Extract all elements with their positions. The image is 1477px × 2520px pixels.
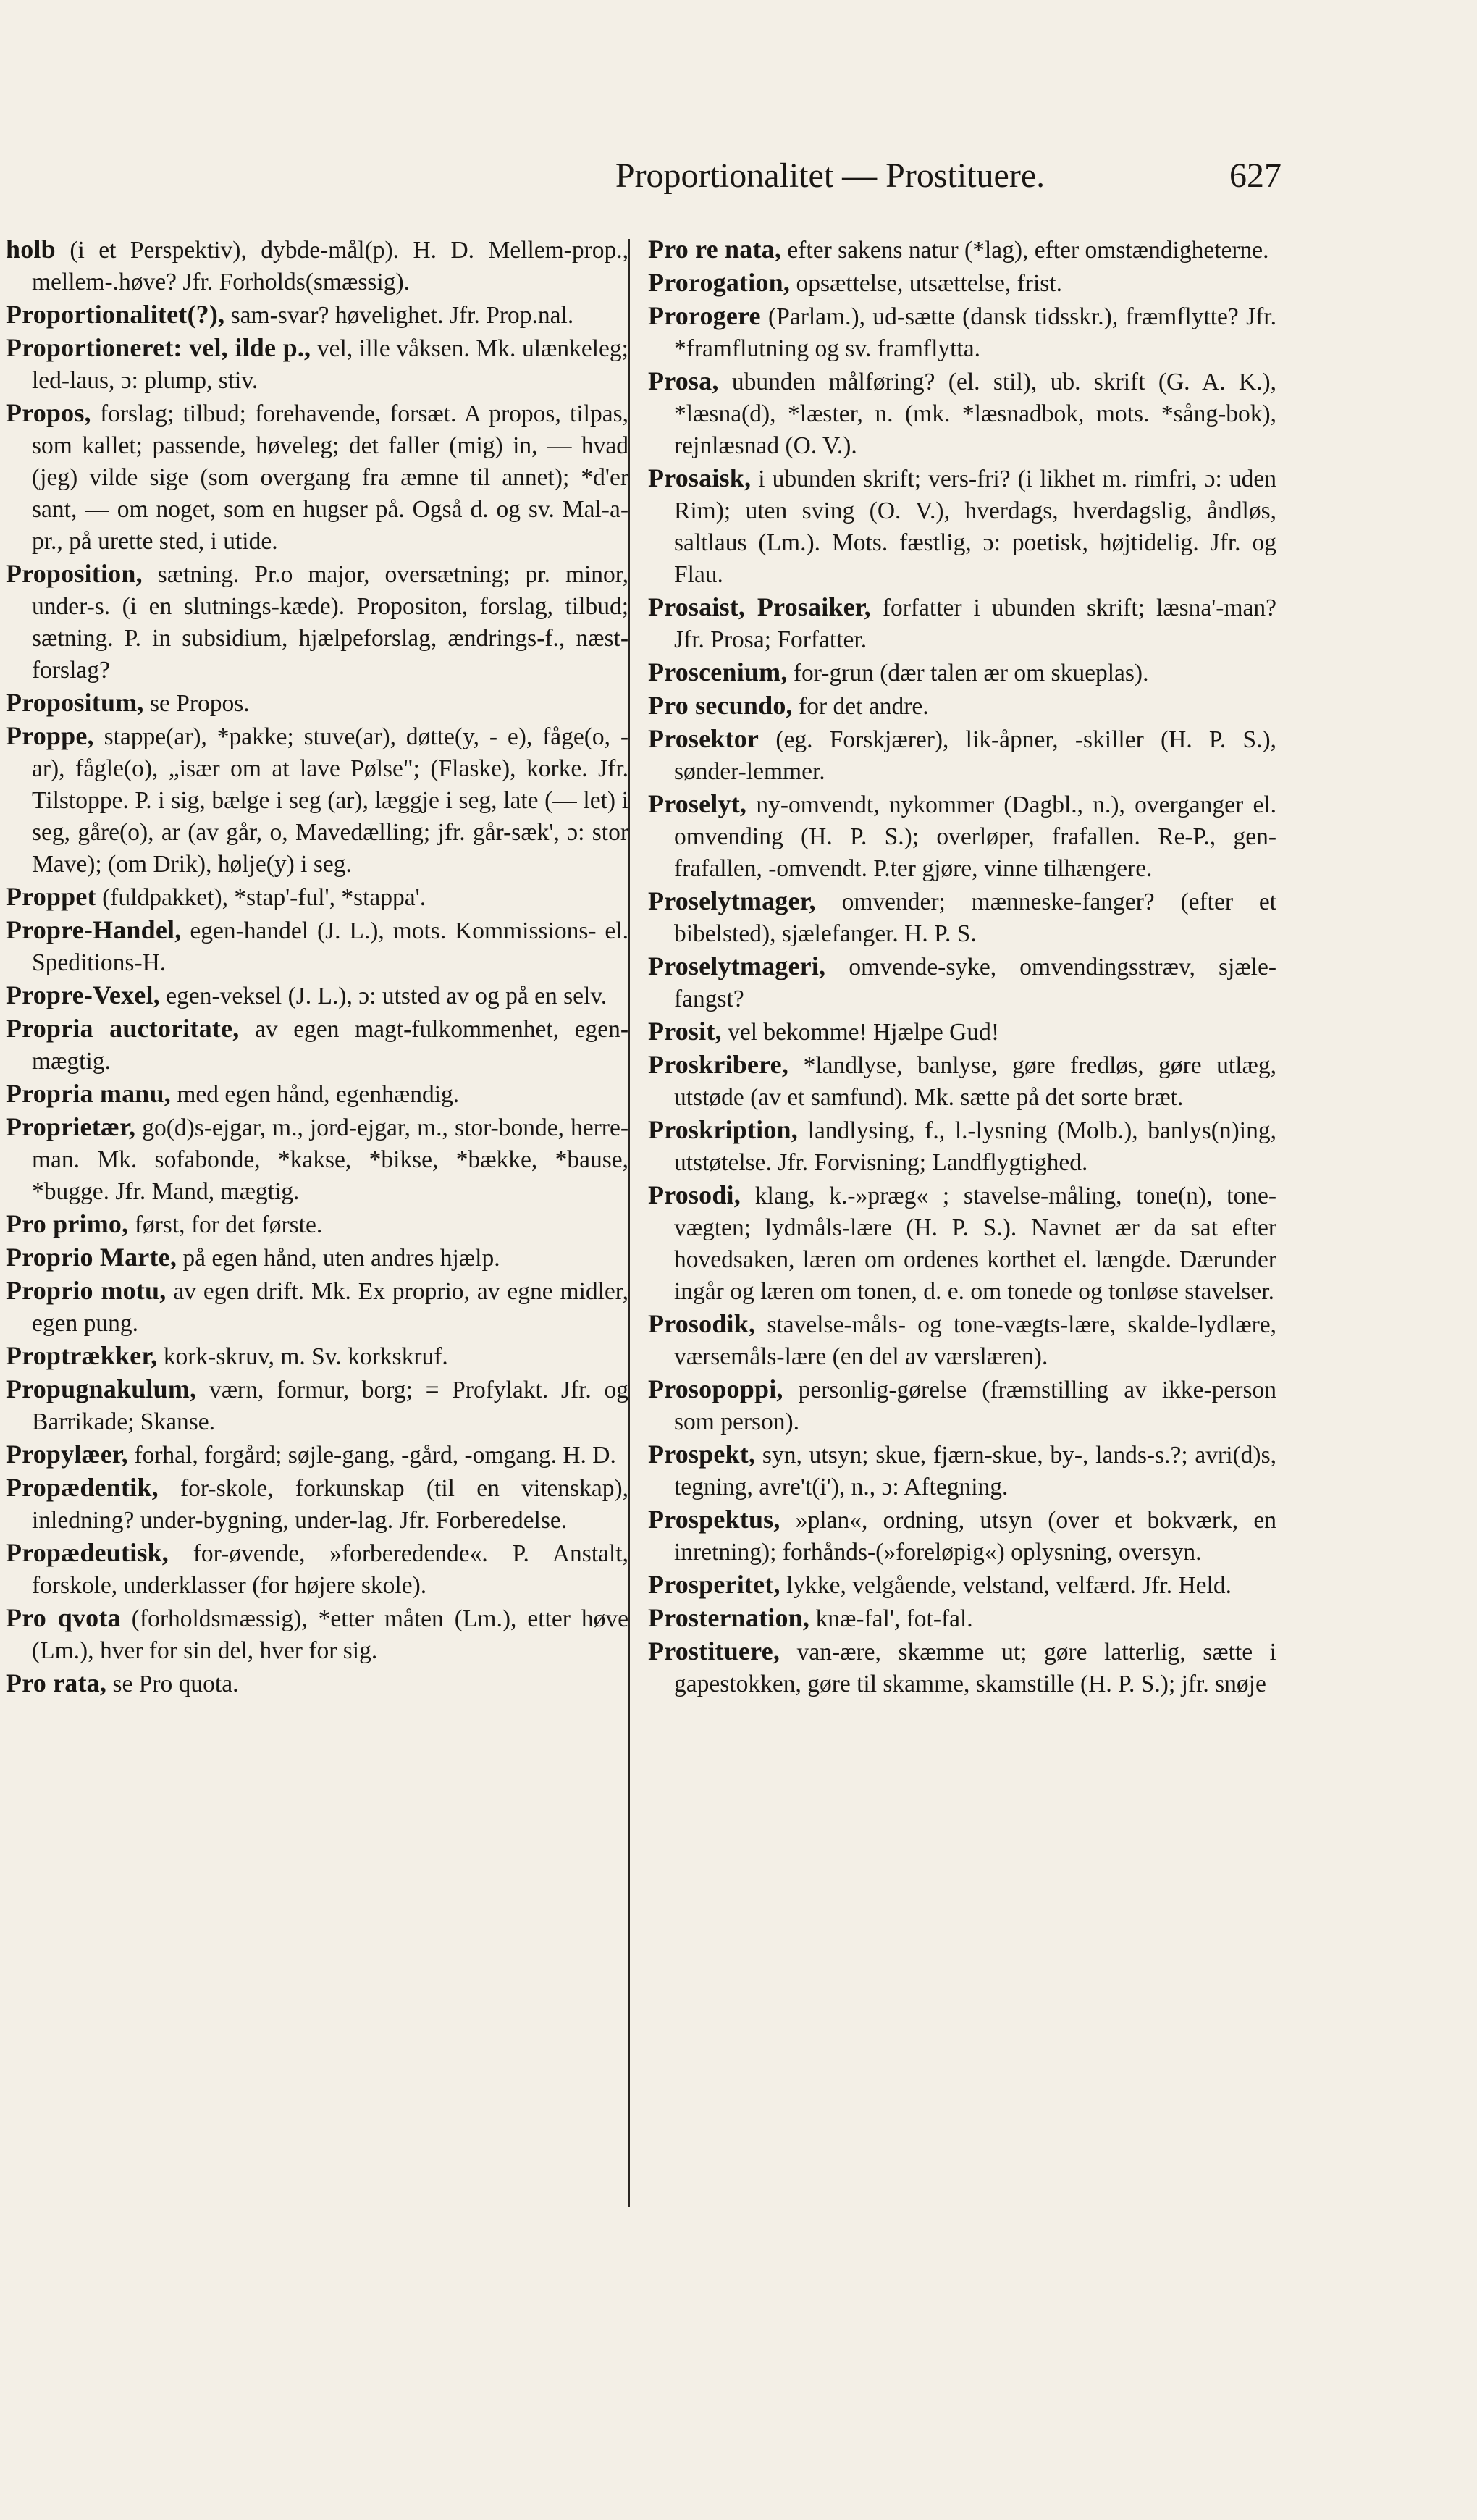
entry-definition: opsættelse, utsættelse, frist.: [790, 270, 1062, 297]
running-head: Proportionalitet — Prostituere.: [615, 156, 1045, 195]
dictionary-entry: [6, 1012, 628, 1078]
entry-headword: Prosa,: [648, 366, 719, 395]
left-column: [6, 233, 628, 1700]
entry-definition: (fuldpakket), *stap'-ful', *stappa'.: [96, 884, 426, 911]
entry-definition: »plan«, ordning, utsyn (over et bokværk, en inretning); forhånds-(»foreløpig«) oplysning, oversyn.: [674, 1507, 1276, 1566]
entry-definition: omvende-syke, omvendingsstræv, sjæle-fangst?: [674, 954, 1276, 1012]
entry-headword: Proposition,: [6, 559, 143, 588]
entry-headword: Proscenium,: [648, 658, 788, 686]
entry-definition: ubunden målføring? (el. stil), ub. skrift (G. A. K.), *læsna(d), *læster, n. (mk. *læsnadbok, mots. *sång-bok), rejnlæsnad (O. V.).: [674, 369, 1276, 459]
dictionary-entry: [648, 300, 1276, 365]
entry-definition: (Parlam.), ud-sætte (dansk tidsskr.), fræmflytte? Jfr. *framflutning og sv. framflytta.: [674, 303, 1276, 362]
dictionary-entry: [648, 689, 1276, 723]
entry-definition: personlig-gørelse (fræmstilling av ikke-person som person).: [674, 1377, 1276, 1435]
dictionary-entry: [648, 1049, 1276, 1114]
entry-definition: *landlyse, banlyse, gøre fredløs, gøre utlæg, utstøde (av et samfund). Mk. sætte på det sorte bræt.: [674, 1052, 1276, 1111]
entry-headword: Pro qvota: [6, 1603, 121, 1632]
dictionary-entry: [648, 1114, 1276, 1179]
entry-definition: omvender; mænneske-fanger? (efter et bibelsted), sjælefanger. H. P. S.: [674, 889, 1276, 947]
entry-headword: Propugnakulum,: [6, 1374, 197, 1403]
dictionary-entry: [6, 1241, 628, 1274]
dictionary-entry: [6, 298, 628, 332]
entry-headword: Pro rata,: [6, 1668, 107, 1697]
dictionary-entry: [648, 1308, 1276, 1373]
dictionary-entry: [6, 1667, 628, 1700]
entry-definition: av egen magt-fulkommenhet, egen-mægtig.: [32, 1016, 628, 1075]
entry-headword: Prosternation,: [648, 1603, 810, 1632]
dictionary-entry: [648, 1635, 1276, 1700]
dictionary-entry: [648, 1179, 1276, 1308]
entry-definition: forslag; tilbud; forehavende, forsæt. A propos, tilpas, som kallet; passende, høveleg; det faller (mig) in, — hvad (jeg) vilde sige (som overgang fra æmne til annet); *d'er sant, — om noget, som en hugser på. Også d. og sv. Mal-a-pr., på urette sted, i utide.: [32, 400, 628, 555]
entry-headword: Propos,: [6, 398, 91, 427]
entry-definition: (eg. Forskjærer), lik-åpner, -skiller (H. P. S.), sønder-lemmer.: [674, 726, 1276, 785]
right-column: [648, 233, 1276, 1700]
entry-definition: egen-veksel (J. L.), ɔ: utsted av og på en selv.: [159, 983, 607, 1009]
dictionary-entry: [648, 233, 1276, 266]
entry-headword: Prosopoppi,: [648, 1374, 783, 1403]
entry-headword: Proselytmageri,: [648, 952, 826, 980]
entry-definition: for-øvende, »forberedende«. P. Anstalt, forskole, underklasser (for højere skole).: [32, 1540, 628, 1599]
entry-headword: Proportioneret: vel, ilde p.,: [6, 333, 311, 362]
dictionary-entry: [6, 1274, 628, 1340]
entry-headword: Proselyt,: [648, 789, 747, 818]
entry-definition: ny-omvendt, nykommer (Dagbl., n.), overganger el. omvending (H. P. S.); overløper, frafallen. Re-P., gen-frafallen, -omvendt. P.ter gjøre, vinne tilhængere.: [674, 791, 1276, 882]
entry-definition: først, for det første.: [128, 1211, 323, 1238]
entry-headword: Prosodik,: [648, 1309, 756, 1338]
entry-headword: Pro secundo,: [648, 691, 793, 720]
entry-headword: Prostituere,: [648, 1637, 780, 1666]
entry-definition: lykke, velgående, velstand, velfærd. Jfr. Held.: [780, 1572, 1232, 1599]
entry-definition: forhal, forgård; søjle-gang, -gård, -omgang. H. D.: [128, 1442, 616, 1469]
entry-definition: van-ære, skæmme ut; gøre latterlig, sætte i gapestokken, gøre til skamme, skamstille (H. P. S.); jfr. snøje: [674, 1639, 1276, 1697]
entry-definition: se Propos.: [143, 690, 250, 717]
dictionary-entry: [648, 365, 1276, 462]
entry-headword: Proskription,: [648, 1115, 798, 1144]
dictionary-entry: [648, 1568, 1276, 1602]
entry-headword: Prospekt,: [648, 1440, 756, 1469]
entry-definition: for-skole, forkunskap (til en vitenskap), inledning? under-bygning, under-lag. Jfr. Forberedelse.: [32, 1475, 628, 1534]
dictionary-entry: [6, 881, 628, 914]
dictionary-entry: [6, 1340, 628, 1373]
entry-headword: Prospektus,: [648, 1505, 780, 1534]
dictionary-entry: [648, 656, 1276, 689]
entry-definition: egen-handel (J. L.), mots. Kommissions- el. Speditions-H.: [32, 917, 628, 976]
entry-headword: Prosperitet,: [648, 1570, 780, 1599]
dictionary-entry: [6, 1602, 628, 1667]
dictionary-entry: [6, 1471, 628, 1537]
entry-headword: Proportionalitet(?),: [6, 300, 225, 329]
entry-definition: stavelse-måls- og tone-vægts-lære, skalde-lydlære, værsemåls-lære (en del av værslæren).: [674, 1311, 1276, 1370]
entry-definition: (i et Perspektiv), dybde-mål(p). H. D. Mellem-prop., mellem-.høve? Jfr. Forholds(smæssig).: [32, 237, 628, 295]
dictionary-entry: [648, 1503, 1276, 1568]
entry-definition: klang, k.-»præg« ; stavelse-måling, tone(n), tone-vægten; lydmåls-lære (H. P. S.). Navnet ær da sat efter hovedsaken, læren om ordenes korthet el. længde. Dærunder ingår og læren om tonen, d. e. om tonede og tonløse stavelser.: [674, 1183, 1276, 1305]
entry-headword: holb: [6, 235, 56, 264]
entry-headword: Propre-Handel,: [6, 915, 182, 944]
entry-definition: kork-skruv, m. Sv. korkskruf.: [157, 1343, 448, 1370]
dictionary-entry: [648, 950, 1276, 1015]
entry-headword: Pro re nata,: [648, 235, 782, 264]
entry-definition: med egen hånd, egenhændig.: [170, 1081, 460, 1108]
dictionary-entry: [6, 558, 628, 686]
page-number: 627: [1229, 156, 1282, 195]
entry-definition: knæ-fal', fot-fal.: [809, 1605, 973, 1632]
entry-headword: Prosaisk,: [648, 463, 752, 492]
entry-headword: Propositum,: [6, 688, 144, 717]
column-divider: [628, 239, 630, 2207]
dictionary-entry: [6, 1373, 628, 1438]
dictionary-entry: [6, 1438, 628, 1471]
dictionary-entry: [648, 591, 1276, 656]
entry-headword: Proprio Marte,: [6, 1243, 177, 1272]
entry-headword: Propria manu,: [6, 1079, 171, 1108]
entry-headword: Propria auctoritate,: [6, 1014, 240, 1043]
dictionary-entry: [6, 1078, 628, 1111]
dictionary-entry: [648, 788, 1276, 885]
entry-headword: Proppet: [6, 882, 96, 911]
dictionary-entry: [6, 1208, 628, 1241]
dictionary-entry: [648, 1438, 1276, 1503]
entry-headword: Proprio motu,: [6, 1276, 167, 1305]
dictionary-entry: [648, 266, 1276, 300]
entry-headword: Propædentik,: [6, 1473, 159, 1502]
entry-definition: go(d)s-ejgar, m., jord-ejgar, m., stor-bonde, herre-man. Mk. sofabonde, *kakse, *bikse, *bække, *bause, *bugge. Jfr. Mand, mægtig.: [32, 1114, 628, 1205]
dictionary-entry: [6, 686, 628, 720]
entry-headword: Pro primo,: [6, 1209, 129, 1238]
entry-definition: efter sakens natur (*lag), efter omstændigheterne.: [781, 237, 1269, 264]
entry-headword: Propylæer,: [6, 1440, 128, 1469]
entry-definition: for det andre.: [792, 693, 929, 720]
entry-definition: syn, utsyn; skue, fjærn-skue, by-, lands-s.?; avri(d)s, tegning, avre't(i'), n., ɔ: Aftegning.: [674, 1442, 1276, 1500]
entry-definition: av egen drift. Mk. Ex proprio, av egne midler, egen pung.: [32, 1278, 628, 1337]
entry-definition: vel bekomme! Hjælpe Gud!: [721, 1019, 1000, 1046]
entry-definition: (forholdsmæssig), *etter måten (Lm.), etter høve (Lm.), hver for sin del, hver for sig.: [32, 1605, 628, 1664]
dictionary-entry: [648, 462, 1276, 591]
entry-headword: Prosektor: [648, 724, 759, 753]
dictionary-entry: [648, 1602, 1276, 1635]
entry-definition: i ubunden skrift; vers-fri? (i likhet m. rimfri, ɔ: uden Rim); uten sving (O. V.), hverdags, hverdagslig, åndløs, saltlaus (Lm.). Mots. fæstlig, ɔ: poetisk, højtidelig. Jfr. og Flau.: [674, 466, 1276, 588]
dictionary-entry: [6, 233, 628, 298]
dictionary-entry: [6, 332, 628, 397]
dictionary-entry: [648, 1373, 1276, 1438]
entry-definition: sætning. Pr.o major, oversætning; pr. minor, under-s. (i en slutnings-kæde). Propositon, forslag, tilbud; sætning. P. in subsidium, hjælpeforslag, ændrings-f., næst-forslag?: [32, 561, 628, 684]
entry-headword: Prorogere: [648, 301, 761, 330]
dictionary-entry: [6, 1111, 628, 1208]
dictionary-entry: [6, 1537, 628, 1602]
entry-definition: værn, formur, borg; = Profylakt. Jfr. og Barrikade; Skanse.: [32, 1377, 628, 1435]
entry-definition: på egen hånd, uten andres hjælp.: [177, 1245, 500, 1272]
entry-definition: landlysing, f., l.-lysning (Molb.), banlys(n)ing, utstøtelse. Jfr. Forvisning; Landflygtighed.: [674, 1117, 1276, 1176]
dictionary-entry: [6, 979, 628, 1012]
entry-headword: Proptrækker,: [6, 1341, 158, 1370]
entry-headword: Propre-Vexel,: [6, 980, 160, 1009]
dictionary-entry: [6, 720, 628, 881]
entry-headword: Prosaist, Prosaiker,: [648, 592, 871, 621]
dictionary-entry: [648, 1015, 1276, 1049]
entry-headword: Prosodi,: [648, 1180, 741, 1209]
entry-headword: Proselytmager,: [648, 886, 816, 915]
entry-headword: Propædeutisk,: [6, 1538, 169, 1567]
dictionary-entry: [648, 723, 1276, 788]
entry-headword: Prosit,: [648, 1017, 722, 1046]
page-header: [366, 156, 1282, 199]
entry-definition: stappe(ar), *pakke; stuve(ar), døtte(y, - e), fåge(o, - ar), fågle(o), „især om at lave Pølse"; (Flaske), korke. Jfr. Tilstoppe. P. i sig, bælge i seg (ar), læggje i seg, late (— let) i seg, gåre(o), ar (av går, o, Mavedælling; jfr. går-sæk', ɔ: stor Mave); (om Drik), hølje(y) i seg.: [32, 723, 628, 878]
dictionary-entry: [6, 914, 628, 979]
entry-definition: se Pro quota.: [106, 1671, 239, 1697]
entry-definition: forfatter i ubunden skrift; læsna'-man? Jfr. Prosa; Forfatter.: [674, 595, 1276, 653]
entry-headword: Proprietær,: [6, 1112, 136, 1141]
dictionary-entry: [6, 397, 628, 558]
entry-headword: Proskribere,: [648, 1050, 789, 1079]
entry-definition: sam-svar? høvelighet. Jfr. Prop.nal.: [224, 302, 574, 329]
entry-headword: Prorogation,: [648, 268, 791, 297]
entry-definition: vel, ille våksen. Mk. ulænkeleg; led-laus, ɔ: plump, stiv.: [32, 335, 628, 394]
dictionary-entry: [648, 885, 1276, 950]
entry-headword: Proppe,: [6, 721, 94, 750]
entry-definition: for-grun (dær talen ær om skueplas).: [787, 660, 1149, 686]
